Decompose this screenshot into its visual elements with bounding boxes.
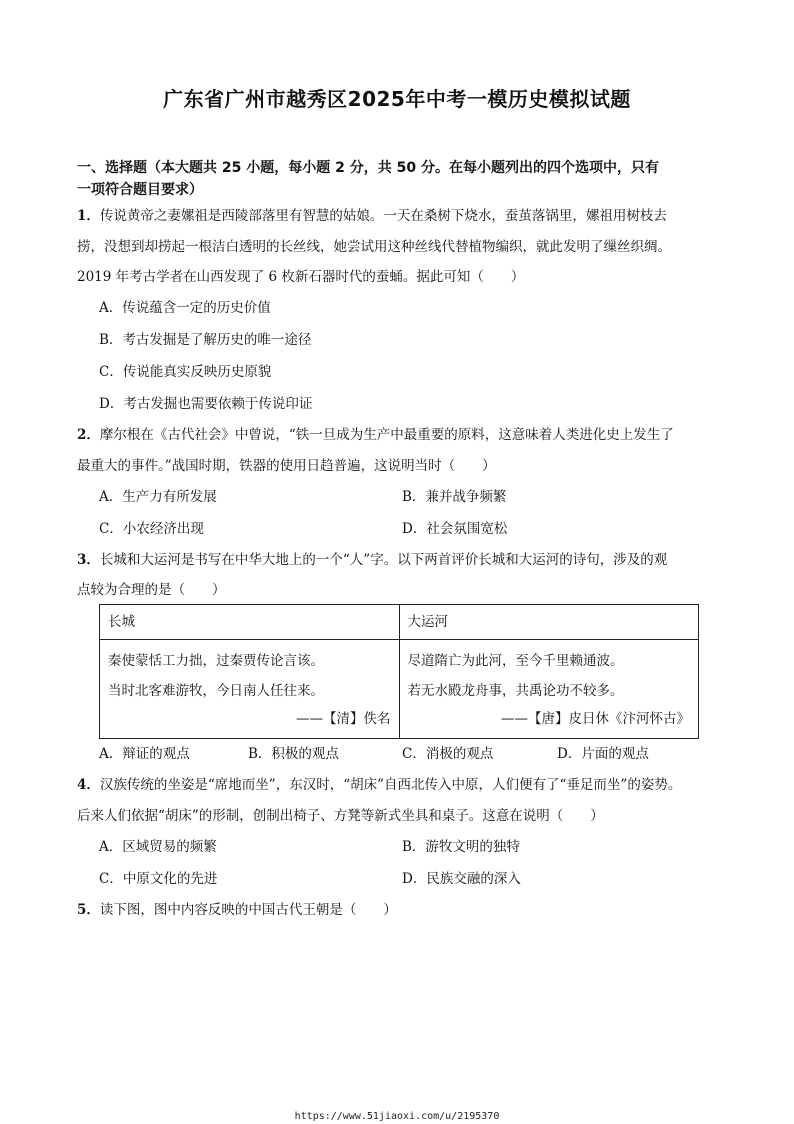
poem-source: ——【唐】皮日休《汴河怀古》 — [501, 711, 690, 727]
section-heading-line: 一项符合题目要求） — [77, 182, 203, 198]
footer-url[interactable]: https://www.51jiaoxi.com/u/2195370 — [294, 1111, 500, 1122]
poem-great-wall — [100, 640, 400, 739]
question-1-text: 捞，没想到却捞起一根洁白透明的长丝线，她尝试用这种丝线代替植物编织，就此发明了缫丝织绸。 — [77, 239, 671, 255]
poem-table-header-great-wall: 长城 — [100, 605, 400, 640]
poem-table-body-row — [100, 640, 699, 739]
poem-table — [99, 604, 699, 739]
question-1-option-a[interactable]: A．传说蕴含一定的历史价值 — [99, 300, 271, 316]
question-3-text: 3．长城和大运河是书写在中华大地上的一个“人”字。以下两首评价长城和大运河的诗句，涉及的观 — [77, 552, 668, 568]
question-number: 1． — [77, 208, 100, 224]
question-1-text: 2019 年考古学者在山西发现了 6 枚新石器时代的蚕蛹。据此可知（ ） — [77, 269, 525, 285]
page-title: 广东省广州市越秀区2025年中考一模历史模拟试题 — [163, 87, 631, 111]
question-number: 5． — [77, 902, 100, 918]
question-4-text: 4．汉族传统的坐姿是“席地而坐”，东汉时，“胡床”自西北传入中原，人们便有了“垂足而坐”的姿势。 — [77, 777, 682, 793]
poem-line: 若无水殿龙舟事，共禹论功不较多。 — [407, 683, 624, 699]
question-1-option-b[interactable]: B．考古发掘是了解历史的唯一途径 — [99, 332, 312, 348]
question-2-text: 2．摩尔根在《古代社会》中曾说，“铁一旦成为生产中最重要的原料，这意味着人类进化史上发生了 — [77, 427, 674, 443]
question-3-option-d[interactable]: D．片面的观点 — [557, 746, 649, 762]
poem-table-header-row — [100, 605, 699, 640]
question-4-text: 后来人们依据“胡床”的形制，创制出椅子、方凳等新式坐具和桌子。这意在说明（ ） — [77, 808, 604, 824]
section-heading — [77, 157, 727, 201]
question-1-text: 1．传说黄帝之妻嫘祖是西陵部落里有智慧的姑娘。一天在桑树下烧水，蚕茧落锅里，嫘祖用树枝去 — [77, 208, 667, 224]
question-4-option-d[interactable]: D．民族交融的深入 — [402, 871, 521, 887]
question-4-option-c[interactable]: C．中原文化的先进 — [99, 871, 218, 887]
question-2-option-c[interactable]: C．小农经济出现 — [99, 521, 204, 537]
question-number: 4． — [77, 777, 100, 793]
poem-table-header-grand-canal: 大运河 — [399, 605, 699, 640]
question-5-text: 5．读下图，图中内容反映的中国古代王朝是（ ） — [77, 902, 397, 918]
section-heading-line: 一、选择题（本大题共 25 小题，每小题 2 分，共 50 分。在每小题列出的四个选项中，只有 — [77, 160, 659, 176]
question-3-option-a[interactable]: A．辩证的观点 — [99, 746, 190, 762]
question-1-option-c[interactable]: C．传说能真实反映历史原貌 — [99, 364, 272, 380]
question-2-option-d[interactable]: D．社会氛围宽松 — [402, 521, 508, 537]
question-3-text: 点较为合理的是（ ） — [77, 582, 226, 598]
poem-grand-canal — [399, 640, 699, 739]
poem-line: 尽道隋亡为此河，至今千里赖通波。 — [407, 653, 624, 669]
question-3-option-b[interactable]: B．积极的观点 — [248, 746, 339, 762]
question-2-option-a[interactable]: A．生产力有所发展 — [99, 489, 217, 505]
poem-line: 秦使蒙恬工力拙，过秦贾传论言该。 — [108, 653, 324, 669]
question-2-option-b[interactable]: B．兼并战争频繁 — [402, 489, 507, 505]
question-number: 2． — [77, 427, 100, 443]
question-4-option-a[interactable]: A．区域贸易的频繁 — [99, 839, 217, 855]
question-number: 3． — [77, 552, 100, 568]
question-1-option-d[interactable]: D．考古发掘也需要依赖于传说印证 — [99, 396, 313, 412]
poem-line: 当时北客难游牧，今日南人任往来。 — [108, 683, 324, 699]
question-4-option-b[interactable]: B．游牧文明的独特 — [402, 839, 520, 855]
question-3-option-c[interactable]: C．消极的观点 — [402, 746, 494, 762]
question-2-text: 最重大的事件。”战国时期，铁器的使用日趋普遍，这说明当时（ ） — [77, 458, 496, 474]
poem-source: ——【清】佚名 — [296, 711, 391, 727]
